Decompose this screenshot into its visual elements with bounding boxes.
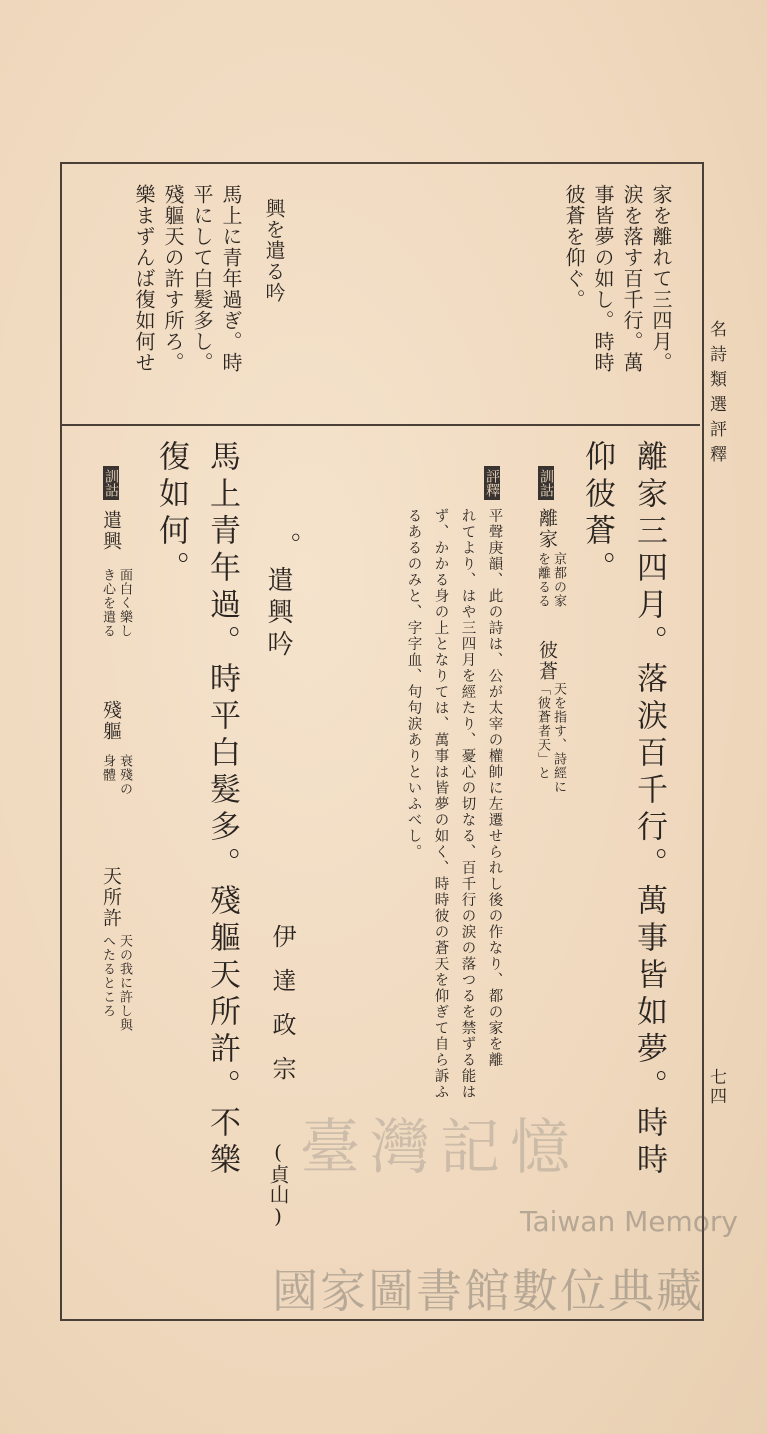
commentary-line: るあるのみと、字字血、句句涙ありといふべし。 xyxy=(405,508,422,860)
frame-divider xyxy=(60,424,700,426)
top-poem2-line: 馬上に青年過ぎ。時 xyxy=(219,184,243,373)
top-poem2-line: 殘軀天の許す所ろ。 xyxy=(161,184,185,373)
top-poem1-line: 事皆夢の如し。時時 xyxy=(591,184,615,373)
gloss-text: 「彼蒼者天」と xyxy=(535,682,550,780)
top-poem1-line: 彼蒼を仰ぐ。 xyxy=(562,184,586,310)
gloss-text: 面白く樂し xyxy=(117,568,132,638)
page-number: 七四 xyxy=(706,1068,726,1106)
gloss-term: 天所許 xyxy=(100,866,122,929)
top-poem2-line: 平にして白髮多し。 xyxy=(190,184,214,373)
kunko-badge: 訓詁 xyxy=(538,466,554,500)
poem1-line: 離家三四月。落涙百千行。萬事皆如夢。時時 xyxy=(631,440,667,1180)
gloss-term: 遣興 xyxy=(100,510,122,552)
watermark-org: 國家圖書館數位典藏 xyxy=(272,1264,704,1318)
gloss-text: 天を指す、詩經に xyxy=(551,682,566,794)
running-title: 名詩類選評釋 xyxy=(706,320,726,470)
watermark-sub: Taiwan Memory xyxy=(520,1205,738,1238)
top-poem2-line: 樂まずんば復如何せ xyxy=(132,184,156,373)
gloss-text: を離るる xyxy=(535,552,550,608)
poem2-line: 復如何。 xyxy=(153,440,189,588)
gloss-term: 離家 xyxy=(536,508,558,550)
hyoshaku-badge: 評釋 xyxy=(484,466,500,500)
gloss-term: 殘軀 xyxy=(100,700,122,742)
poem2-title: 遣興吟 xyxy=(263,566,293,662)
poem2-line: 馬上青年過。時平白髮多。殘軀天所許。不樂 xyxy=(204,440,240,1180)
top-poem1-line: 家を離れて三四月。 xyxy=(649,184,673,373)
poem1-line: 仰彼蒼。 xyxy=(579,440,615,588)
gloss-term: 彼蒼 xyxy=(536,640,558,682)
gloss-text: 京都の家 xyxy=(551,552,566,608)
top-poem1-line: 涙を落す百千行。萬 xyxy=(620,184,644,373)
commentary-line: 平聲庚韻、此の詩は、公が太宰の權帥に左遷せられし後の作なり、都の家を離 xyxy=(486,508,503,1068)
commentary-line: れてより、はや三四月を經たり、憂心の切なる、百千行の涙の落つるを禁ずる能は xyxy=(459,508,476,1100)
poem2-author: 伊達政宗 xyxy=(268,924,296,1100)
watermark-main: 臺灣記憶 xyxy=(300,1113,580,1183)
kunko-badge: 訓詁 xyxy=(103,466,119,500)
gloss-text: 天の我に許し與 xyxy=(117,934,132,1032)
gloss-text: き心を遣る xyxy=(100,568,115,638)
gloss-text: へたるところ xyxy=(100,934,115,1018)
commentary-line: ず、かかる身の上となりては、萬事は皆夢の如く、時時彼の蒼天を仰ぎて自ら訴ふ xyxy=(432,508,449,1100)
poem2-mark: 。 xyxy=(271,532,301,564)
top-poem2-title: 興を遣る吟 xyxy=(262,198,286,303)
gloss-text: 身體 xyxy=(100,754,115,782)
gloss-text: 衰殘の xyxy=(117,754,132,796)
poem2-author-alias: (貞山) xyxy=(266,1140,290,1228)
